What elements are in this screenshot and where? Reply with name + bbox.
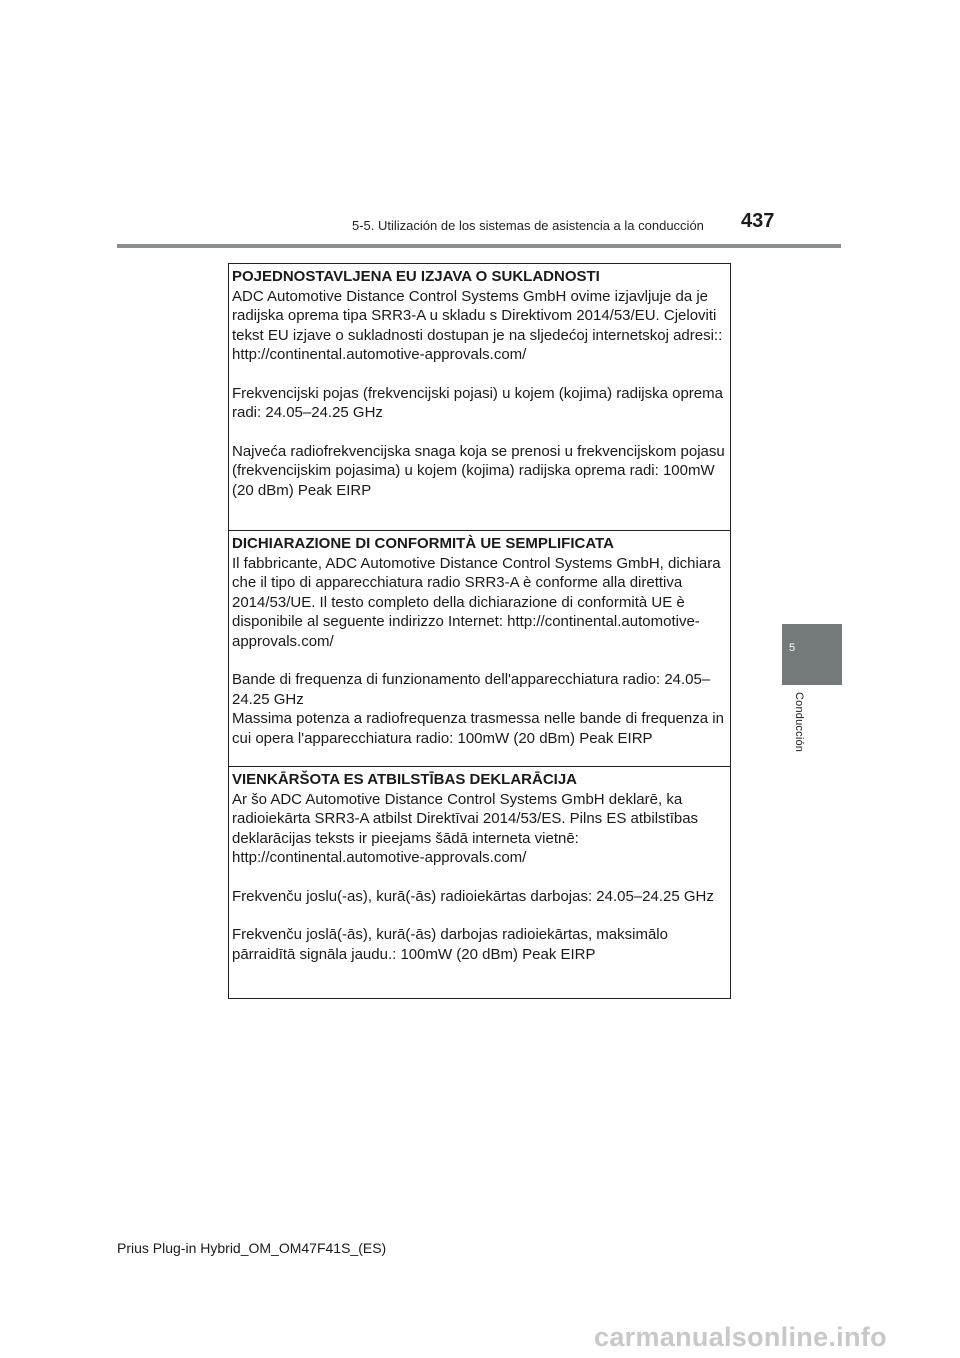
chapter-tab[interactable] (782, 624, 842, 685)
site-watermark: carmanualsonline.info (594, 1322, 887, 1352)
header-divider (117, 244, 841, 248)
declaration-title: DICHIARAZIONE DI CONFORMITÀ UE SEMPLIFICATA (232, 535, 614, 552)
declaration-title: POJEDNOSTAVLJENA EU IZJAVA O SUKLADNOSTI (232, 268, 600, 285)
declaration-paragraph: Frekvenču joslu(-as), kurā(-ās) radioiekārtas darbojas: 24.05–24.25 GHz (232, 887, 714, 905)
chapter-tab-label: Conducción (793, 692, 805, 753)
declaration-title: VIENKĀRŠOTA ES ATBILSTĪBAS DEKLARĀCIJA (232, 771, 578, 788)
declaration-paragraph: Il fabbricante, ADC Automotive Distance Control Systems GmbH, dichiara che il tipo di apparecchiatura radio SRR3-A è conforme alla direttiva 2014/53/UE. Il testo completo della dichiarazione di conformità UE è disponibile al seguente indirizzo Internet: http://continental.automotive-approvals.com/ (232, 554, 721, 650)
declaration-paragraph: Bande di frequenza di funzionamento dell'apparecchiatura radio: 24.05–24.25 GHz (232, 671, 711, 708)
manual-identifier: Prius Plug-in Hybrid_OM_OM47F41S_(ES) (117, 1240, 387, 1256)
declaration-paragraph: Frekvencijski pojas (frekvencijski pojasi) u kojem (kojima) radijska oprema radi: 24.05–24.25 GHz (232, 384, 723, 421)
declaration-section-croatian (229, 264, 730, 531)
declaration-section-italian (229, 531, 730, 767)
declaration-paragraph: Frekvenču joslā(-ās), kurā(-ās) darbojas radioiekārtas, maksimālo pārraidītā signāla jaudu.: 100mW (20 dBm) Peak EIRP (232, 926, 668, 963)
section-heading: 5-5. Utilización de los sistemas de asistencia a la conducción (352, 218, 704, 233)
declaration-paragraph: Massima potenza a radiofrequenza trasmessa nelle bande di frequenza in cui opera l'apparecchiatura radio: 100mW (20 dBm) Peak EIRP (232, 710, 724, 747)
declaration-paragraph: Najveća radiofrekvencijska snaga koja se prenosi u frekvencijskom pojasu (frekvencijskim pojasima) u kojem (kojima) radijska oprema radi: 100mW (20 dBm) Peak EIRP (232, 442, 725, 499)
declaration-paragraph: Ar šo ADC Automotive Distance Control Systems GmbH deklarē, ka radioiekārta SRR3-A atbilst Direktīvai 2014/53/ES. Pilns ES atbilstības deklarācijas teksts ir pieejams šādā interneta vietnē: http://continental.automotive-approvals.com/ (232, 790, 699, 866)
chapter-tab-number: 5 (788, 642, 796, 654)
declaration-box (228, 263, 731, 999)
declaration-paragraph: ADC Automotive Distance Control Systems GmbH ovime izjavljuje da je radijska oprema tipa SRR3-A u skladu s Direktivom 2014/53/EU. Cjeloviti tekst EU izjave o sukladnosti dostupan je na sljedećoj internetskoj adresi:: http://continental.automotive-approvals.com/ (232, 287, 723, 363)
declaration-section-latvian (229, 767, 730, 998)
page-number: 437 (741, 210, 775, 232)
